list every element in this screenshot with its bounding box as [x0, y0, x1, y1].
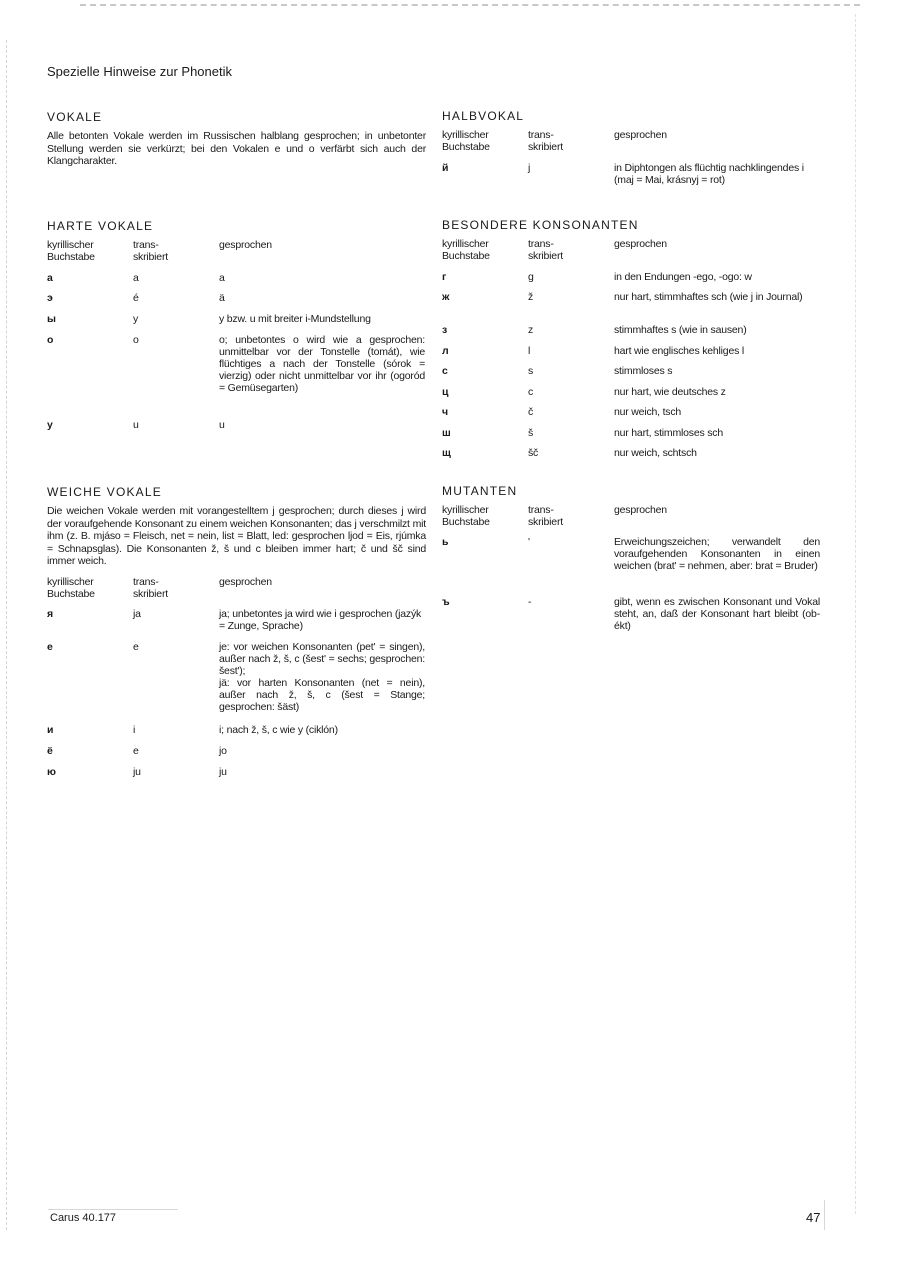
pronunciation: y bzw. u mit breiter i-Mundstellung [219, 313, 371, 325]
weiche-vokale-heading: WEICHE VOKALE [47, 485, 162, 499]
footer-divider [48, 1209, 178, 1210]
cyr-letter: и [47, 724, 54, 736]
cyr-letter: ь [442, 536, 449, 548]
pronunciation: nur hart, stimmhaftes sch (wie j in Journal) [614, 291, 803, 303]
scan-edge-top [80, 4, 860, 6]
pronunciation: a [219, 272, 225, 284]
halbvokal-table [442, 162, 822, 192]
footer-catalog-number: Carus 40.177 [50, 1212, 117, 1224]
cyr-letter: у [47, 419, 53, 431]
transliteration: ju [133, 766, 141, 778]
cyr-letter: с [442, 365, 448, 377]
transliteration: é [133, 292, 139, 304]
column-header-cyr: kyrillischer Buchstabe [47, 576, 95, 600]
transliteration: o [133, 334, 139, 346]
transliteration: e [133, 641, 139, 653]
pronunciation: in Diphtongen als flüchtig nachklingendes i (maj = Mai, krásnyj = rot) [614, 162, 804, 186]
mutanten-header [442, 504, 822, 534]
cyr-letter: г [442, 271, 447, 283]
pronunciation: jo [219, 745, 227, 757]
pronunciation: Erweichungszeichen; verwandelt den voraufgehenden Konsonanten in einen weichen (brat' = nehmen, aber: brat = Bruder) [614, 536, 820, 572]
transliteration: c [528, 386, 534, 398]
column-header-trans: trans- skribiert [133, 239, 168, 263]
footer-divider-right [824, 1200, 825, 1230]
cyr-letter: л [442, 345, 449, 357]
transliteration: a [133, 272, 139, 284]
pronunciation: stimmloses s [614, 365, 673, 377]
column-header-trans: trans- skribiert [528, 238, 563, 262]
pronunciation: nur weich, schtsch [614, 447, 697, 459]
page-title: Spezielle Hinweise zur Phonetik [47, 64, 232, 79]
column-header-cyr: kyrillischer Buchstabe [442, 238, 490, 262]
cyr-letter: ш [442, 427, 451, 439]
vokale-text: Alle betonten Vokale werden im Russischen halblang gesprochen; in unbetonter Stellung werden sie verkürzt; bei den Vokalen e und o verfärbt sich auch der Klangcharakter. [47, 130, 426, 167]
cyr-letter: ж [442, 291, 450, 303]
transliteration: ja [133, 608, 141, 620]
cyr-letter: ц [442, 386, 449, 398]
cyr-letter: з [442, 324, 448, 336]
column-header-trans: trans- skribiert [528, 129, 563, 153]
pronunciation: hart wie englisches kehliges l [614, 345, 744, 357]
transliteration: g [528, 271, 534, 283]
besondere-header [442, 238, 822, 268]
column-header-spoken: gesprochen [614, 129, 667, 141]
cyr-letter: ё [47, 745, 53, 757]
pronunciation: gibt, wenn es zwischen Konsonant und Vokal steht, an, daß der Konsonant hart bleibt (ob-ékt) [614, 596, 820, 632]
cyr-letter: ъ [442, 596, 450, 608]
besondere-table [442, 271, 822, 466]
transliteration: l [528, 345, 531, 357]
transliteration: šč [528, 447, 539, 459]
cyr-letter: а [47, 272, 53, 284]
weiche-vokale-header [47, 576, 427, 606]
pronunciation: ja; unbetontes ja wird wie i gesprochen (jazýk = Zunge, Sprache) [219, 608, 422, 632]
pronunciation: i; nach ž, š, c wie y (ciklón) [219, 724, 338, 736]
transliteration: s [528, 365, 534, 377]
weiche-vokale-table [47, 608, 427, 788]
transliteration: š [528, 427, 534, 439]
besondere-konsonanten-heading: BESONDERE KONSONANTEN [442, 218, 639, 232]
weiche-vokale-text: Die weichen Vokale werden mit vorangestelltem j gesprochen; durch dieses j wird der voraufgehende Konsonant zu einem weichen Konsonanten; das j verschmilzt mit ihm (z. B. mjáso = Fleisch, net = nein, list = Blatt, led: gesprochen ljod = Eis, rjúmka = Schnapsglas). Die Konsonanten ž, š und c bleiben immer hart; č und šč sind immer weich. [47, 505, 426, 567]
vokale-heading: VOKALE [47, 110, 103, 124]
pronunciation: ju [219, 766, 227, 778]
pronunciation: in den Endungen -ego, -ogo: w [614, 271, 752, 283]
transliteration: y [133, 313, 139, 325]
scan-edge-right [855, 14, 856, 1214]
column-header-cyr: kyrillischer Buchstabe [442, 504, 490, 528]
pronunciation: je: vor weichen Konsonanten (pet' = singen), außer nach ž, š, c (šest' = sechs; gesprochen: šest'); jä: vor harten Konsonanten (net = nein), außer nach ž, š, c (šest = Stange; gesprochen: šäst) [219, 641, 425, 713]
column-header-cyr: kyrillischer Buchstabe [47, 239, 95, 263]
column-header-spoken: gesprochen [614, 504, 667, 516]
page-number: 47 [806, 1210, 821, 1225]
pronunciation: o; unbetontes o wird wie a gesprochen: unmittelbar vor der Tonstelle (tomát), wie flüchtiges a nach der Tonstelle (sórok = vierzig) oder nicht unmittelbar vor ihr (ogoród = Gemüsegarten) [219, 334, 425, 394]
column-header-spoken: gesprochen [219, 576, 272, 588]
transliteration: j [528, 162, 531, 174]
scan-edge-left [6, 40, 7, 1230]
pronunciation: nur hart, stimmloses sch [614, 427, 723, 439]
transliteration: e [133, 745, 139, 757]
pronunciation: nur weich, tsch [614, 406, 682, 418]
harte-vokale-heading: HARTE VOKALE [47, 219, 154, 233]
transliteration: č [528, 406, 534, 418]
cyr-letter: ч [442, 406, 448, 418]
transliteration: ' [528, 536, 530, 548]
pronunciation: u [219, 419, 225, 431]
cyr-letter: я [47, 608, 53, 620]
halbvokal-header [442, 129, 822, 159]
cyr-letter: ю [47, 766, 56, 778]
transliteration: i [133, 724, 136, 736]
harte-vokale-table [47, 272, 427, 442]
column-header-spoken: gesprochen [219, 239, 272, 251]
pronunciation: stimmhaftes s (wie in sausen) [614, 324, 747, 336]
mutanten-table [442, 536, 822, 646]
transliteration: - [528, 596, 532, 608]
harte-vokale-header [47, 239, 427, 269]
mutanten-heading: MUTANTEN [442, 484, 518, 498]
transliteration: z [528, 324, 534, 336]
transliteration: u [133, 419, 139, 431]
cyr-letter: й [442, 162, 449, 174]
cyr-letter: щ [442, 447, 451, 459]
pronunciation: ä [219, 292, 225, 304]
column-header-spoken: gesprochen [614, 238, 667, 250]
column-header-trans: trans- skribiert [528, 504, 563, 528]
transliteration: ž [528, 291, 534, 303]
cyr-letter: ы [47, 313, 56, 325]
column-header-trans: trans- skribiert [133, 576, 168, 600]
column-header-cyr: kyrillischer Buchstabe [442, 129, 490, 153]
cyr-letter: э [47, 292, 53, 304]
pronunciation: nur hart, wie deutsches z [614, 386, 726, 398]
cyr-letter: о [47, 334, 54, 346]
halbvokal-heading: HALBVOKAL [442, 109, 525, 123]
cyr-letter: е [47, 641, 53, 653]
